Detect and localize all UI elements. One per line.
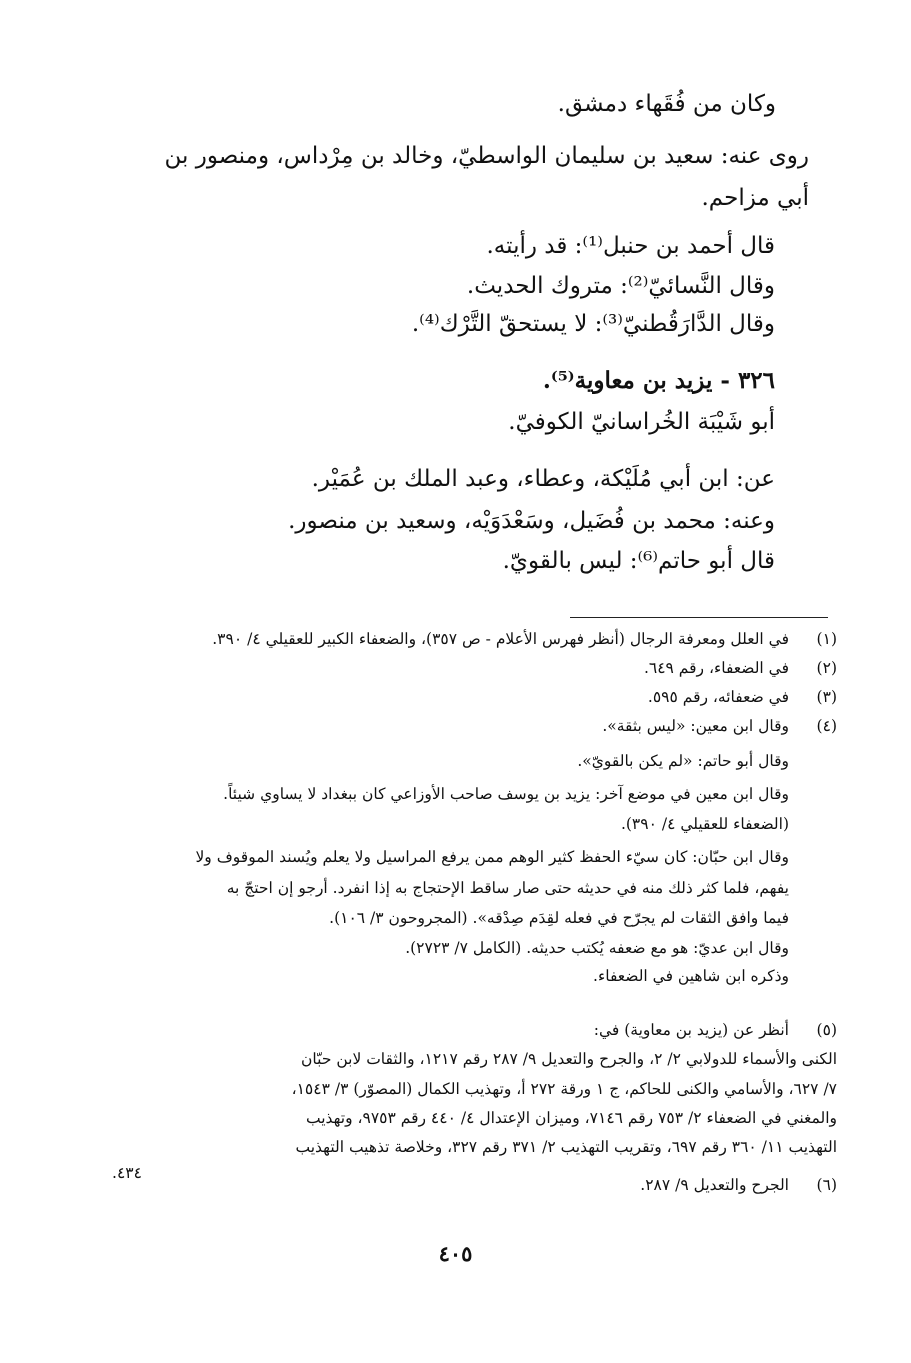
body-line: وكان من فُقَهاء دمشق. xyxy=(557,91,776,117)
footnote-line: في العلل ومعرفة الرجال (أنظر فهرس الأعلام - ص ٣٥٧)، والضعفاء الكبير للعقيلي ٤/ ٣٩٠. xyxy=(212,630,789,648)
footnote-line: ٤٣٤. xyxy=(112,1164,142,1182)
entry-heading: ٣٢٦ - يزيد بن معاوية⁽⁵⁾. xyxy=(542,367,775,394)
page-number: ٤٠٥ xyxy=(438,1241,473,1266)
body-line: وقال الدَّارَقُطنيّ⁽³⁾: لا يستحقّ التَّرْك⁽⁴⁾. xyxy=(411,311,775,337)
footnote-marker: (٥) xyxy=(816,1021,837,1039)
footnote-line: (الضعفاء للعقيلي ٤/ ٣٩٠). xyxy=(620,815,789,833)
footnote-line: وقال ابن معين: «ليس بثقة». xyxy=(602,717,789,735)
footnote-line: ٧/ ٦٢٧، والأسامي والكنى للحاكم، ج ١ ورقة ٢٧٢ أ، وتهذيب الكمال (المصوّر) ٣/ ١٥٤٣، xyxy=(291,1080,837,1098)
footnote-marker: (١) xyxy=(816,630,837,648)
footnote-line: أنظر عن (يزيد بن معاوية) في: xyxy=(593,1021,789,1039)
body-line: قال أبو حاتم⁽⁶⁾: ليس بالقويّ. xyxy=(502,548,775,574)
body-line: وقال النَّسائيّ⁽²⁾: متروك الحديث. xyxy=(466,273,775,299)
body-line: أبو شَيْبَة الخُراسانيّ الكوفيّ. xyxy=(508,409,775,435)
body-line: وعنه: محمد بن فُضَيل، وسَعْدَوَيْه، وسعيد بن منصور. xyxy=(288,508,775,534)
footnote-line: التهذيب ١١/ ٣٦٠ رقم ٦٩٧، وتقريب التهذيب ٢/ ٣٧١ رقم ٣٢٧، وخلاصة تذهيب التهذيب xyxy=(295,1138,837,1156)
body-line: عن: ابن أبي مُلَيْكة، وعطاء، وعبد الملك بن عُمَيْر. xyxy=(311,466,775,492)
footnote-line: في ضعفائه، رقم ٥٩٥. xyxy=(647,688,789,706)
footnote-line: وقال ابن حبّان: كان سيّء الحفظ كثير الوهم ممن يرفع المراسيل ولا يعلم ويُسند الموقوف ولا xyxy=(195,848,789,866)
footnote-divider xyxy=(570,617,828,618)
footnote-marker: (٦) xyxy=(816,1176,837,1194)
footnote-line: في الضعفاء، رقم ٦٤٩. xyxy=(643,659,789,677)
body-line: أبي مزاحم. xyxy=(701,185,809,211)
footnote-line: فيما وافق الثقات لم يجرّح في فعله لقِدَم صِدْقه». (المجروحون ٣/ ١٠٦). xyxy=(329,909,789,927)
footnote-line: وقال أبو حاتم: «لم يكن بالقويّ». xyxy=(577,752,789,770)
footnote-line: وقال ابن معين في موضع آخر: يزيد بن يوسف صاحب الأوزاعي كان ببغداد لا يساوي شيئاً. xyxy=(223,785,789,803)
footnote-line: الكنى والأسماء للدولابي ٢/ ٢، والجرح والتعديل ٩/ ٢٨٧ رقم ١٢١٧، والثقات لابن حبّان xyxy=(301,1050,837,1068)
footnote-marker: (٢) xyxy=(816,659,837,677)
footnote-line: يفهم، فلما كثر ذلك منه في حديثه حتى صار ساقط الإحتجاج به إذا انفرد. أرجو إن احتجّ به xyxy=(226,879,789,897)
footnote-marker: (٤) xyxy=(816,717,837,735)
body-line: قال أحمد بن حنبل⁽¹⁾: قد رأيته. xyxy=(486,233,775,259)
body-line: روى عنه: سعيد بن سليمان الواسطيّ، وخالد بن مِرْداس، ومنصور بن xyxy=(164,143,809,169)
footnote-line: والمغني في الضعفاء ٢/ ٧٥٣ رقم ٧١٤٦، وميزان الإعتدال ٤/ ٤٤٠ رقم ٩٧٥٣، وتهذيب xyxy=(305,1109,837,1127)
footnote-line: وذكره ابن شاهين في الضعفاء. xyxy=(593,967,789,985)
footnote-line: وقال ابن عديّ: هو مع ضعفه يُكتب حديثه. (الكامل ٧/ ٢٧٢٣). xyxy=(405,939,789,957)
footnote-marker: (٣) xyxy=(816,688,837,706)
footnote-line: الجرح والتعديل ٩/ ٢٨٧. xyxy=(640,1176,789,1194)
